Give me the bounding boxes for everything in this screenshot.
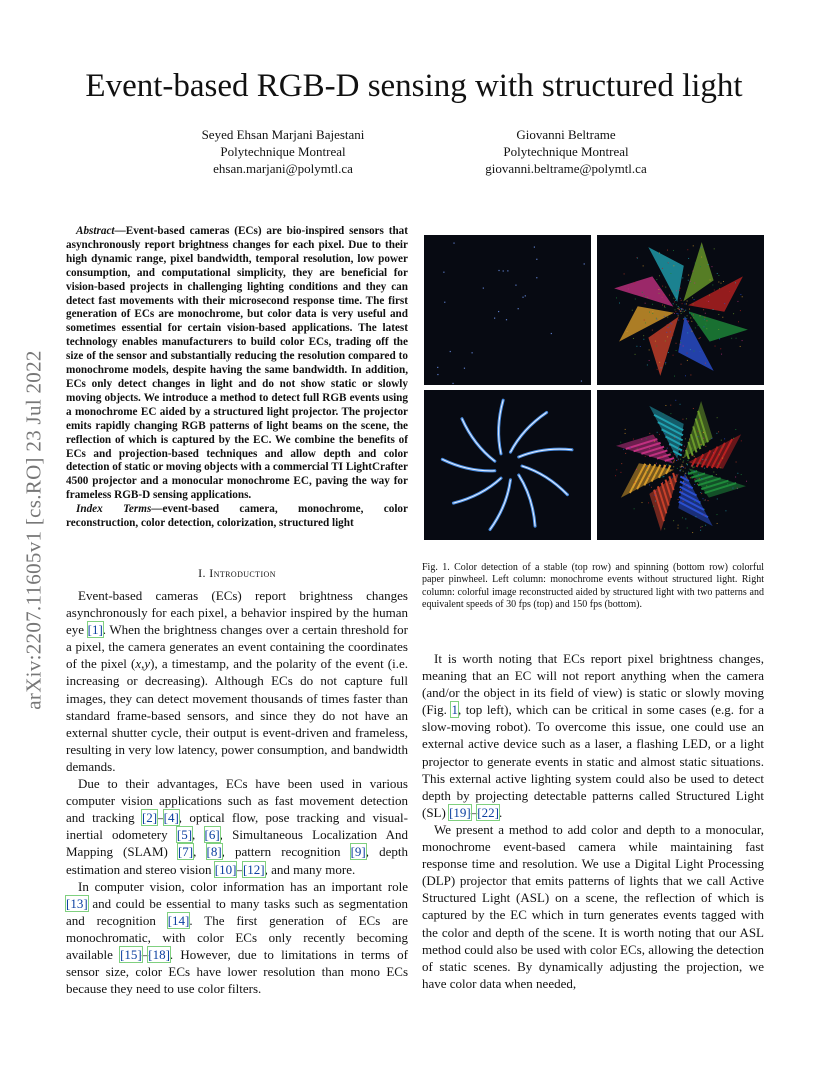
citation-link[interactable]: [1] [87, 622, 103, 638]
author-name: Giovanni Beltrame [516, 127, 616, 142]
index-terms-label: Index Terms [76, 503, 152, 516]
paragraph: It is worth noting that ECs report pixel brightness changes, meaning that an EC will not report anything when the camera (and/or the object in its field of view) is static or slowly moving (Fig. 1, top left), which can be critical in some cases (e.g. for a slow-moving robot). To overcome this issue, one could use an external active device such as a laser, a flashing LED, or a light projector to generate events in static and almost static situations. This external active lighting system could also be used to detect depth by projecting detectable patterns called Structured Light (SL) [19]–[22]. [422, 651, 764, 820]
citation-link[interactable]: [2] [141, 810, 158, 826]
citation-link[interactable]: [18] [148, 946, 170, 962]
section-heading: I. Introduction [198, 566, 276, 580]
author-name: Seyed Ehsan Marjani Bajestani [201, 127, 365, 142]
paragraph: In computer vision, color information has an important role [13] and could be essential to many tasks such as segmentation and recognition [14]. The first generation of ECs are monochromatic, with color ECs only recently becoming available [15]–[18]. However, due to limitations in terms of sensor size, color ECs have lower resolution than mono ECs because they need to use color filters. [66, 878, 408, 997]
paragraph: We present a method to add color and depth to a monocular, monochrome event-based camera while maintaining fast response time and resolution. We use a Digital Light Processing (DLP) projector that emits patterns of lights that we call Active Structured Light (ASL) on a scene, the reflection of which is captured by the EC which in turn generates events tagged with the color and depth of the scene. It is worth noting that our ASL method could also be used with color ECs, allowing the detection of static scenes. By dynamically adjusting the projection, we have color data when needed, [422, 821, 764, 991]
panel-spinning-color [597, 390, 764, 540]
citation-link[interactable]: [5] [176, 827, 193, 843]
panel-static-monochrome [424, 235, 591, 385]
index-terms-text: —event-based camera, monochrome, color reconstruction, color detection, colorization, structured light [66, 503, 408, 530]
abstract-label: Abstract [76, 225, 115, 237]
paper-title: Event-based RGB-D sensing with structured light [85, 68, 743, 104]
citation-link[interactable]: [13] [66, 895, 88, 911]
arxiv-identifier: arXiv:2207.11605v1 [cs.RO] 23 Jul 2022 [21, 350, 46, 710]
citation-link[interactable]: [14] [167, 912, 190, 928]
citation-link[interactable]: [4] [163, 810, 179, 826]
figure-1 [424, 235, 764, 540]
abstract-text: —Event-based cameras (ECs) are bio-inspired sensors that asynchronously report brightness changes for each pixel. Due to their high dynamic range, pixel bandwidth, temporal resolution, low power consumption, and computational simplicity, they are beneficial for vision-based projects in challenging lighting conditions and they can detect fast movements with their microsecond response time. The first generation of ECs are monochrome, but color data is very useful and sometimes essential for certain vision-based applications. The latest technology enables manufacturers to build color ECs, trading off the size of the sensor and substantially reducing the resolution compared to monochrome models, despite having the same bandwidth. In addition, ECs only detect changes in light and do not show static or slowly moving objects. We introduce a method to detect full RGB events using a monochrome EC aided by a structured light projector. The projector emits rapidly changing RGB patterns of light beams on the scene, the reflection of which is captured by the EC. We combine the benefits of ECs and projection-based techniques and allow depth and color detection of static or moving objects with a commercial TI LightCrafter 4500 projector and a monocular monochrome EC, paving the way for frameless RGB-D sensing applications. [66, 225, 408, 502]
citation-link[interactable]: [19] [449, 804, 471, 820]
panel-static-color [597, 235, 764, 385]
author-affiliation: Polytechnique Montreal [220, 144, 346, 159]
author-block-1 [168, 126, 398, 177]
paragraph: Due to their advantages, ECs have been used in various computer vision applications such as fast movement detection and tracking [2]–[4], optical flow, pose tracking and visual-inertial odometery [5], [6], Simultaneous Localization And Mapping (SLAM) [7], [8], pattern recognition [9], depth estimation and stereo vision [10]–[12], and many more. [66, 776, 408, 877]
abstract [66, 225, 408, 531]
citation-link[interactable]: [6] [204, 827, 220, 843]
citation-link[interactable]: [22] [477, 804, 499, 820]
paragraph: Event-based cameras (ECs) report brightness changes asynchronously for each pixel, a behavior inspired by the human eye [1]. When the brightness changes over a certain threshold for a pixel, the camera generates an event containing the coordinates of the pixel (x,y), a timestamp, and the polarity of the event (i.e. increasing or decreasing). Although ECs do not capture full images, they can detect movement thousands of times faster than standard frame-based sensors, and since they do not have an external shutter cycle, their output is event-driven and frameless, resulting in very low latency, power consumption, and bandwidth demands. [66, 588, 408, 774]
figure-link[interactable]: 1 [451, 702, 458, 718]
citation-link[interactable]: [15] [120, 946, 142, 962]
panel-spinning-monochrome [424, 390, 591, 540]
citation-link[interactable]: [7] [177, 844, 194, 860]
left-column-body [66, 587, 408, 997]
citation-link[interactable]: [10] [214, 861, 237, 877]
author-email[interactable]: giovanni.beltrame@polymtl.ca [485, 161, 647, 176]
right-column-body [422, 650, 764, 992]
citation-link[interactable]: [12] [242, 861, 265, 877]
author-block-2 [451, 126, 681, 177]
author-email[interactable]: ehsan.marjani@polymtl.ca [213, 161, 353, 176]
figure-caption: Fig. 1. Color detection of a stable (top row) and spinning (bottom row) colorful paper pinwheel. Left column: monochrome events without structured light. Right column: colorful image reconstructed aided by structured light with two patterns and equivalent speeds of 30 fps (top) and 150 fps (bottom). [422, 562, 764, 610]
citation-link[interactable]: [9] [350, 844, 366, 860]
author-affiliation: Polytechnique Montreal [503, 144, 629, 159]
citation-link[interactable]: [8] [206, 844, 222, 860]
